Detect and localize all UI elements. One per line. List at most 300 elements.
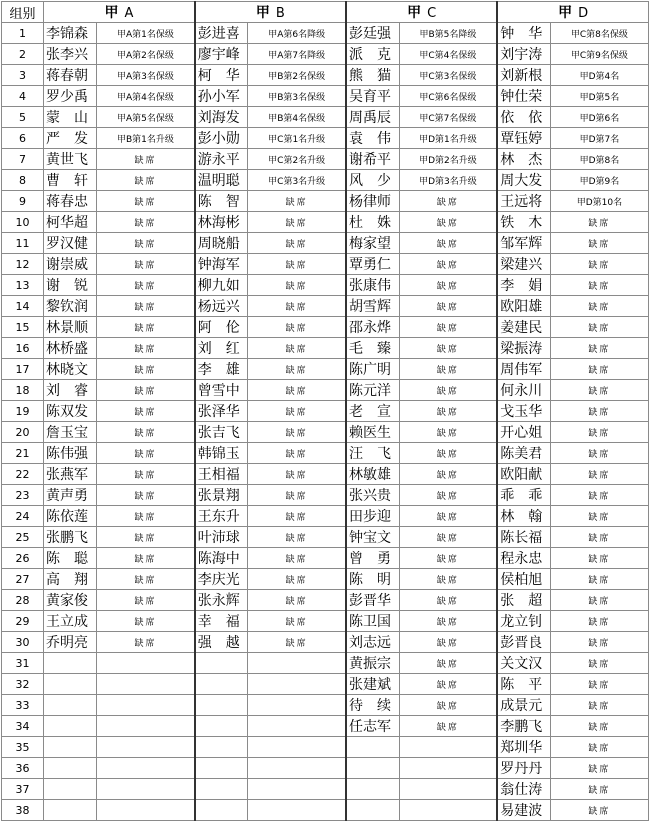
player-name-cell: 张景翔 (195, 485, 248, 506)
player-status-cell: 缺席 (550, 275, 648, 296)
table-row (2, 443, 649, 464)
player-name-cell: 柯 华 (195, 65, 248, 86)
player-name-cell: 张泽华 (195, 401, 248, 422)
player-name-cell: 刘 红 (195, 338, 248, 359)
player-name-cell: 覃勇仁 (346, 254, 399, 275)
player-status-cell (248, 695, 346, 716)
player-name-cell: 乔明亮 (44, 632, 97, 653)
player-name-cell: 陈广明 (346, 359, 399, 380)
player-name-cell (44, 758, 97, 779)
row-number: 31 (2, 653, 44, 674)
row-number: 13 (2, 275, 44, 296)
player-status-cell (248, 779, 346, 800)
player-name-cell: 高 翔 (44, 569, 97, 590)
player-name-cell (195, 653, 248, 674)
player-status-cell: 缺席 (97, 338, 195, 359)
player-status-cell: 缺席 (97, 632, 195, 653)
player-name-cell: 黄世飞 (44, 149, 97, 170)
player-name-cell (44, 800, 97, 821)
player-name-cell: 梅家望 (346, 233, 399, 254)
table-row (2, 317, 649, 338)
player-name-cell: 龙立钊 (497, 611, 550, 632)
player-status-cell: 缺席 (248, 359, 346, 380)
player-name-cell: 王远将 (497, 191, 550, 212)
player-status-cell (399, 779, 497, 800)
player-name-cell: 张永辉 (195, 590, 248, 611)
player-name-cell: 罗汉健 (44, 233, 97, 254)
player-status-cell: 缺席 (399, 443, 497, 464)
player-status-cell: 缺席 (248, 548, 346, 569)
player-status-cell: 缺席 (97, 212, 195, 233)
player-name-cell: 张李兴 (44, 44, 97, 65)
player-name-cell: 周禹辰 (346, 107, 399, 128)
player-name-cell: 彭进喜 (195, 23, 248, 44)
player-name-cell: 钟仕荣 (497, 86, 550, 107)
player-name-cell (195, 716, 248, 737)
player-name-cell: 熊 猫 (346, 65, 399, 86)
player-status-cell: 甲C第8名保级 (550, 23, 648, 44)
player-name-cell: 林海彬 (195, 212, 248, 233)
player-status-cell (97, 758, 195, 779)
player-status-cell: 缺席 (399, 401, 497, 422)
player-name-cell: 李鹏飞 (497, 716, 550, 737)
player-name-cell: 侯柏旭 (497, 569, 550, 590)
player-name-cell: 张兴贵 (346, 485, 399, 506)
player-name-cell: 谢希平 (346, 149, 399, 170)
row-number: 26 (2, 548, 44, 569)
player-status-cell: 缺席 (550, 464, 648, 485)
player-status-cell: 甲A第1名保级 (97, 23, 195, 44)
row-number: 32 (2, 674, 44, 695)
player-status-cell: 缺席 (550, 443, 648, 464)
player-name-cell: 乖 乖 (497, 485, 550, 506)
player-status-cell: 甲A第2名保级 (97, 44, 195, 65)
player-status-cell: 甲A第5名保级 (97, 107, 195, 128)
player-status-cell: 缺席 (550, 590, 648, 611)
player-name-cell (44, 737, 97, 758)
player-status-cell (399, 758, 497, 779)
player-status-cell: 缺席 (248, 590, 346, 611)
player-name-cell: 谢崇威 (44, 254, 97, 275)
player-name-cell: 幸 福 (195, 611, 248, 632)
player-status-cell: 甲A第3名保级 (97, 65, 195, 86)
player-name-cell (44, 674, 97, 695)
row-number: 21 (2, 443, 44, 464)
table-row (2, 506, 649, 527)
player-name-cell: 曾雪中 (195, 380, 248, 401)
player-name-cell: 汪 飞 (346, 443, 399, 464)
player-status-cell: 缺席 (97, 254, 195, 275)
player-name-cell (195, 758, 248, 779)
table-row (2, 212, 649, 233)
player-name-cell: 蒋春朝 (44, 65, 97, 86)
row-number: 38 (2, 800, 44, 821)
player-status-cell: 缺席 (97, 296, 195, 317)
player-status-cell: 甲D第2名升级 (399, 149, 497, 170)
player-name-cell: 陈 聪 (44, 548, 97, 569)
player-status-cell: 甲D第8名 (550, 149, 648, 170)
row-number: 2 (2, 44, 44, 65)
player-status-cell: 缺席 (248, 401, 346, 422)
player-name-cell (195, 800, 248, 821)
player-status-cell: 缺席 (550, 758, 648, 779)
player-status-cell: 甲A第4名保级 (97, 86, 195, 107)
table-row (2, 527, 649, 548)
player-name-cell: 林景顺 (44, 317, 97, 338)
player-status-cell: 缺席 (550, 674, 648, 695)
player-status-cell: 缺席 (550, 401, 648, 422)
player-name-cell (346, 800, 399, 821)
player-name-cell: 陈 平 (497, 674, 550, 695)
player-name-cell: 派 克 (346, 44, 399, 65)
player-status-cell: 缺席 (97, 527, 195, 548)
player-name-cell: 黄声勇 (44, 485, 97, 506)
player-name-cell: 王东升 (195, 506, 248, 527)
player-status-cell: 缺席 (248, 338, 346, 359)
player-status-cell: 缺席 (550, 632, 648, 653)
player-status-cell: 甲D第10名 (550, 191, 648, 212)
row-number: 4 (2, 86, 44, 107)
player-name-cell: 罗少禹 (44, 86, 97, 107)
row-number: 25 (2, 527, 44, 548)
player-status-cell: 甲B第2名保级 (248, 65, 346, 86)
row-number: 7 (2, 149, 44, 170)
player-name-cell: 毛 臻 (346, 338, 399, 359)
player-name-cell: 詹玉宝 (44, 422, 97, 443)
table-row (2, 275, 649, 296)
player-name-cell (44, 779, 97, 800)
player-status-cell: 缺席 (550, 380, 648, 401)
player-name-cell: 蒋春忠 (44, 191, 97, 212)
player-status-cell: 甲B第3名保级 (248, 86, 346, 107)
player-status-cell: 缺席 (550, 527, 648, 548)
table-row (2, 338, 649, 359)
table-row (2, 128, 649, 149)
player-status-cell: 缺席 (550, 212, 648, 233)
player-name-cell: 杨远兴 (195, 296, 248, 317)
player-status-cell: 缺席 (399, 359, 497, 380)
player-name-cell: 关文汉 (497, 653, 550, 674)
player-status-cell: 缺席 (97, 149, 195, 170)
player-status-cell (97, 695, 195, 716)
player-status-cell: 缺席 (550, 296, 648, 317)
table-row (2, 464, 649, 485)
player-status-cell: 缺席 (399, 506, 497, 527)
player-status-cell: 缺席 (248, 380, 346, 401)
player-status-cell: 缺席 (550, 779, 648, 800)
player-status-cell: 缺席 (550, 254, 648, 275)
player-status-cell: 缺席 (97, 464, 195, 485)
player-status-cell: 缺席 (97, 191, 195, 212)
row-number: 17 (2, 359, 44, 380)
player-name-cell: 林晓文 (44, 359, 97, 380)
player-status-cell (248, 800, 346, 821)
player-name-cell: 游永平 (195, 149, 248, 170)
table-row (2, 611, 649, 632)
player-status-cell: 甲D第4名 (550, 65, 648, 86)
player-status-cell: 缺席 (550, 800, 648, 821)
player-status-cell: 缺席 (97, 422, 195, 443)
player-name-cell: 王立成 (44, 611, 97, 632)
player-status-cell (97, 800, 195, 821)
player-status-cell (248, 737, 346, 758)
player-name-cell: 待 续 (346, 695, 399, 716)
player-name-cell (195, 779, 248, 800)
player-status-cell: 缺席 (399, 380, 497, 401)
player-status-cell (248, 653, 346, 674)
player-name-cell: 罗丹丹 (497, 758, 550, 779)
player-name-cell: 翁仕涛 (497, 779, 550, 800)
player-name-cell: 覃钰婷 (497, 128, 550, 149)
player-status-cell: 缺席 (550, 485, 648, 506)
row-number: 37 (2, 779, 44, 800)
player-name-cell: 戈玉华 (497, 401, 550, 422)
table-row (2, 779, 649, 800)
player-name-cell: 邹军辉 (497, 233, 550, 254)
player-status-cell: 缺席 (550, 695, 648, 716)
player-status-cell: 甲A第7名降级 (248, 44, 346, 65)
player-name-cell: 杜 姝 (346, 212, 399, 233)
row-number: 15 (2, 317, 44, 338)
player-name-cell: 刘海发 (195, 107, 248, 128)
row-number: 8 (2, 170, 44, 191)
player-name-cell: 林 翰 (497, 506, 550, 527)
player-status-cell (97, 653, 195, 674)
table-row (2, 758, 649, 779)
player-status-cell: 缺席 (399, 254, 497, 275)
player-status-cell: 缺席 (550, 422, 648, 443)
player-name-cell: 刘新根 (497, 65, 550, 86)
row-number: 23 (2, 485, 44, 506)
row-number: 19 (2, 401, 44, 422)
player-name-cell: 陈海中 (195, 548, 248, 569)
player-name-cell: 张 超 (497, 590, 550, 611)
player-name-cell: 温明聪 (195, 170, 248, 191)
table-row (2, 674, 649, 695)
player-status-cell (248, 716, 346, 737)
table-row (2, 359, 649, 380)
player-status-cell: 甲D第3名升级 (399, 170, 497, 191)
player-name-cell: 郑圳华 (497, 737, 550, 758)
player-name-cell (346, 737, 399, 758)
player-name-cell: 陈伟强 (44, 443, 97, 464)
table-row (2, 422, 649, 443)
player-name-cell: 钟海军 (195, 254, 248, 275)
row-number: 1 (2, 23, 44, 44)
player-status-cell: 缺席 (97, 611, 195, 632)
table-header (2, 2, 649, 23)
player-status-cell: 缺席 (550, 233, 648, 254)
player-status-cell: 缺席 (97, 506, 195, 527)
player-status-cell: 缺席 (97, 548, 195, 569)
table-row (2, 149, 649, 170)
table-row (2, 590, 649, 611)
player-name-cell: 易建波 (497, 800, 550, 821)
player-name-cell: 彭廷强 (346, 23, 399, 44)
player-name-cell: 彭晋华 (346, 590, 399, 611)
group-c-header: 甲 C (346, 2, 497, 23)
table-row (2, 170, 649, 191)
player-status-cell: 缺席 (97, 590, 195, 611)
player-status-cell: 缺席 (248, 275, 346, 296)
player-status-cell: 缺席 (399, 611, 497, 632)
player-status-cell: 缺席 (550, 569, 648, 590)
row-number: 9 (2, 191, 44, 212)
player-status-cell: 缺席 (248, 632, 346, 653)
player-name-cell: 孙小军 (195, 86, 248, 107)
player-name-cell: 刘宇涛 (497, 44, 550, 65)
table-row (2, 653, 649, 674)
player-name-cell: 周晓船 (195, 233, 248, 254)
table-row (2, 233, 649, 254)
player-status-cell: 缺席 (399, 569, 497, 590)
player-name-cell: 李 雄 (195, 359, 248, 380)
row-number: 12 (2, 254, 44, 275)
player-status-cell: 甲C第7名保级 (399, 107, 497, 128)
player-name-cell: 李庆光 (195, 569, 248, 590)
table-row (2, 401, 649, 422)
group-roster-table (1, 1, 649, 821)
player-name-cell: 严 发 (44, 128, 97, 149)
row-number: 3 (2, 65, 44, 86)
player-name-cell: 强 越 (195, 632, 248, 653)
player-status-cell (97, 779, 195, 800)
row-number: 30 (2, 632, 44, 653)
player-name-cell: 成景元 (497, 695, 550, 716)
player-status-cell (399, 800, 497, 821)
player-status-cell: 缺席 (550, 548, 648, 569)
row-number: 29 (2, 611, 44, 632)
table-row (2, 65, 649, 86)
player-status-cell: 缺席 (97, 401, 195, 422)
player-name-cell: 韩锦玉 (195, 443, 248, 464)
player-status-cell: 甲C第9名保级 (550, 44, 648, 65)
row-number: 10 (2, 212, 44, 233)
player-status-cell: 缺席 (399, 548, 497, 569)
player-status-cell: 缺席 (399, 485, 497, 506)
table-row (2, 716, 649, 737)
player-status-cell: 缺席 (248, 317, 346, 338)
player-status-cell: 甲C第6名保级 (399, 86, 497, 107)
player-status-cell: 甲D第5名 (550, 86, 648, 107)
player-status-cell: 甲D第9名 (550, 170, 648, 191)
player-name-cell: 曹 轩 (44, 170, 97, 191)
player-name-cell: 周大发 (497, 170, 550, 191)
table-row (2, 737, 649, 758)
player-status-cell: 缺席 (550, 359, 648, 380)
group-b-header: 甲 B (195, 2, 346, 23)
table-row (2, 695, 649, 716)
row-number: 22 (2, 464, 44, 485)
player-status-cell: 甲C第1名升级 (248, 128, 346, 149)
player-status-cell: 缺席 (248, 485, 346, 506)
player-status-cell: 缺席 (550, 653, 648, 674)
player-name-cell: 开心姐 (497, 422, 550, 443)
player-name-cell: 谢 锐 (44, 275, 97, 296)
player-name-cell: 老 宣 (346, 401, 399, 422)
player-status-cell: 缺席 (248, 611, 346, 632)
player-status-cell: 甲C第3名升级 (248, 170, 346, 191)
player-status-cell: 缺席 (248, 191, 346, 212)
row-number: 28 (2, 590, 44, 611)
player-status-cell: 甲C第4名保级 (399, 44, 497, 65)
player-name-cell: 廖宇峰 (195, 44, 248, 65)
group-d-header: 甲 D (497, 2, 648, 23)
table-row (2, 380, 649, 401)
player-name-cell: 姜建民 (497, 317, 550, 338)
table-row (2, 800, 649, 821)
player-name-cell: 陈美君 (497, 443, 550, 464)
player-status-cell: 缺席 (97, 317, 195, 338)
player-name-cell (44, 716, 97, 737)
player-name-cell: 陈 明 (346, 569, 399, 590)
player-status-cell: 缺席 (97, 380, 195, 401)
player-status-cell: 缺席 (550, 737, 648, 758)
player-status-cell: 缺席 (97, 485, 195, 506)
player-name-cell: 杨律师 (346, 191, 399, 212)
player-name-cell: 张燕军 (44, 464, 97, 485)
player-name-cell: 李 娟 (497, 275, 550, 296)
player-name-cell: 陈依莲 (44, 506, 97, 527)
group-a-header: 甲 A (44, 2, 195, 23)
player-status-cell: 缺席 (97, 170, 195, 191)
table-row (2, 86, 649, 107)
player-name-cell: 刘志远 (346, 632, 399, 653)
player-status-cell (97, 716, 195, 737)
player-name-cell: 王相福 (195, 464, 248, 485)
player-status-cell: 缺席 (399, 716, 497, 737)
player-status-cell: 缺席 (550, 611, 648, 632)
player-status-cell: 缺席 (399, 422, 497, 443)
player-status-cell: 缺席 (248, 212, 346, 233)
row-number: 18 (2, 380, 44, 401)
player-status-cell: 缺席 (248, 569, 346, 590)
player-status-cell: 缺席 (550, 317, 648, 338)
player-status-cell: 缺席 (97, 359, 195, 380)
player-name-cell: 张建斌 (346, 674, 399, 695)
player-status-cell: 甲D第7名 (550, 128, 648, 149)
player-name-cell: 陈元洋 (346, 380, 399, 401)
player-status-cell: 甲B第1名升级 (97, 128, 195, 149)
player-status-cell: 缺席 (399, 296, 497, 317)
table-row (2, 296, 649, 317)
player-name-cell: 陈长福 (497, 527, 550, 548)
player-name-cell: 张吉飞 (195, 422, 248, 443)
player-status-cell: 缺席 (399, 233, 497, 254)
player-status-cell (248, 674, 346, 695)
player-name-cell: 阿 伦 (195, 317, 248, 338)
player-status-cell: 甲C第2名升级 (248, 149, 346, 170)
row-number: 27 (2, 569, 44, 590)
table-row (2, 548, 649, 569)
player-name-cell (195, 674, 248, 695)
player-status-cell: 甲C第3名保级 (399, 65, 497, 86)
table-row (2, 107, 649, 128)
player-status-cell: 缺席 (248, 527, 346, 548)
player-name-cell: 张鹏飞 (44, 527, 97, 548)
player-name-cell: 黄振宗 (346, 653, 399, 674)
player-name-cell: 柳九如 (195, 275, 248, 296)
player-status-cell: 缺席 (399, 191, 497, 212)
row-number: 36 (2, 758, 44, 779)
player-name-cell: 邵永烨 (346, 317, 399, 338)
player-name-cell: 梁振涛 (497, 338, 550, 359)
player-status-cell: 缺席 (399, 653, 497, 674)
player-name-cell: 赖医生 (346, 422, 399, 443)
player-name-cell: 胡雪辉 (346, 296, 399, 317)
player-name-cell: 袁 伟 (346, 128, 399, 149)
player-name-cell: 铁 木 (497, 212, 550, 233)
